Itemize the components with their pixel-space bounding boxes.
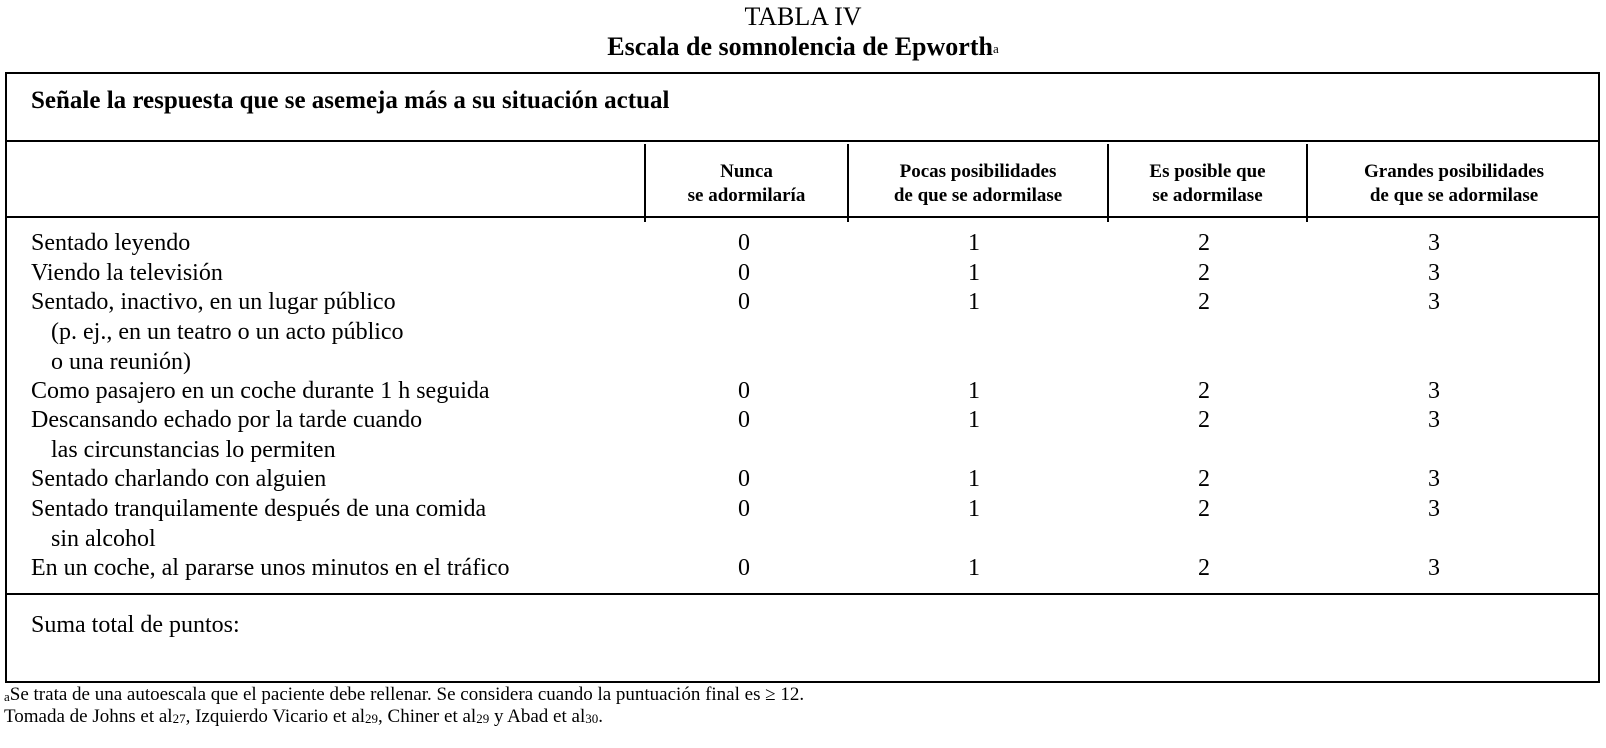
score-value: 3 [1428,554,1440,581]
score-value: 2 [1198,377,1210,404]
column-header-line: de que se adormilase [893,185,1063,206]
situation-label-line: En un coche, al pararse unos minutos en el tráfico [31,554,510,581]
column-header [1308,160,1600,208]
column-header-line: Grandes posibilidades [1363,161,1545,182]
table-title-text: Escala de somnolencia de Epworth [607,32,993,61]
score-value: 1 [968,554,980,581]
column-header-line: se adormilaría [687,185,806,206]
column-header [849,160,1107,208]
score-value: 3 [1428,230,1440,256]
epworth-table [5,72,1600,683]
score-value: 2 [1198,466,1210,492]
situation-label-line: o una reunión) [51,349,191,375]
score-value: 3 [1428,289,1440,315]
reference-number: 29 [365,711,379,726]
situation-label [31,553,510,583]
score-value: 0 [738,230,750,256]
footnote-note-text: Se trata de una autoescala que el paciente debe rellenar. Se considera cuando la puntuación final es ≥ 12. [9,684,805,705]
score-value: 1 [968,289,980,315]
score-value: 2 [1198,407,1210,433]
footnote-note [4,684,804,706]
column-header [1109,160,1306,208]
situation-label-line: Descansando echado por la tarde cuando [31,407,423,433]
situation-label-line: Viendo la televisión [31,259,223,286]
score-value: 1 [968,230,980,256]
situation-label-line: sin alcohol [51,525,156,552]
source-text: . [598,706,603,727]
reference-number: 30 [585,711,599,726]
footnote-mark: a [4,689,10,704]
score-value: 3 [1428,407,1440,433]
column-header [646,160,847,208]
source-text: , Chiner et al [378,706,477,727]
score-value: 3 [1428,466,1440,492]
situation-label-line: Sentado leyendo [31,230,191,256]
situation-label [31,464,326,494]
situation-label [31,287,404,377]
title-footnote-mark: a [992,41,999,56]
source-text: Tomada de Johns et al [4,706,173,727]
source-text: y Abad et al [489,706,586,727]
column-header-line: Es posible que [1149,161,1266,182]
score-value: 0 [738,377,750,404]
situation-label-line: Como pasajero en un coche durante 1 h seguida [31,377,490,404]
score-value: 1 [968,466,980,492]
source-text: , Izquierdo Vicario et al [185,706,366,727]
table-number: TABLA IV [744,2,862,31]
score-value: 3 [1428,495,1440,522]
score-value: 0 [738,259,750,286]
score-value: 1 [968,259,980,286]
situation-label-line: Sentado, inactivo, en un lugar público [31,289,396,315]
column-header-line: Nunca [720,161,773,182]
score-value: 0 [738,554,750,581]
score-value: 1 [968,407,980,433]
footnote-source [4,706,603,728]
situation-label [31,258,223,288]
situation-label-line: Sentado charlando con alguien [31,466,327,492]
situation-label [31,228,190,258]
score-value: 2 [1198,230,1210,256]
column-header-line: se adormilase [1152,185,1263,206]
instruction-text: Señale la respuesta que se asemeja más a su situación actual [31,87,670,114]
situation-label [31,405,422,465]
column-header-line: Pocas posibilidades [899,161,1057,182]
situation-label-line: (p. ej., en un teatro o un acto público [51,319,404,345]
score-value: 1 [968,377,980,404]
situation-label [31,494,486,554]
score-value: 2 [1198,495,1210,522]
score-value: 0 [738,495,750,522]
divider-total [7,593,1598,595]
reference-number: 29 [476,711,490,726]
total-points-label: Suma total de puntos: [31,612,240,638]
situation-label-line: Sentado tranquilamente después de una comida [31,495,487,522]
score-value: 0 [738,466,750,492]
column-header-line: de que se adormilase [1369,185,1539,206]
score-value: 0 [738,289,750,315]
table-title [0,32,1606,62]
situation-label-line: las circunstancias lo permiten [51,437,336,463]
score-value: 2 [1198,289,1210,315]
score-value: 2 [1198,259,1210,286]
divider-header [7,216,1598,218]
score-value: 1 [968,495,980,522]
score-value: 3 [1428,259,1440,286]
divider-instruction [7,140,1598,142]
score-value: 2 [1198,554,1210,581]
score-value: 0 [738,407,750,433]
score-value: 3 [1428,377,1440,404]
situation-label [31,376,490,406]
reference-number: 27 [172,711,186,726]
